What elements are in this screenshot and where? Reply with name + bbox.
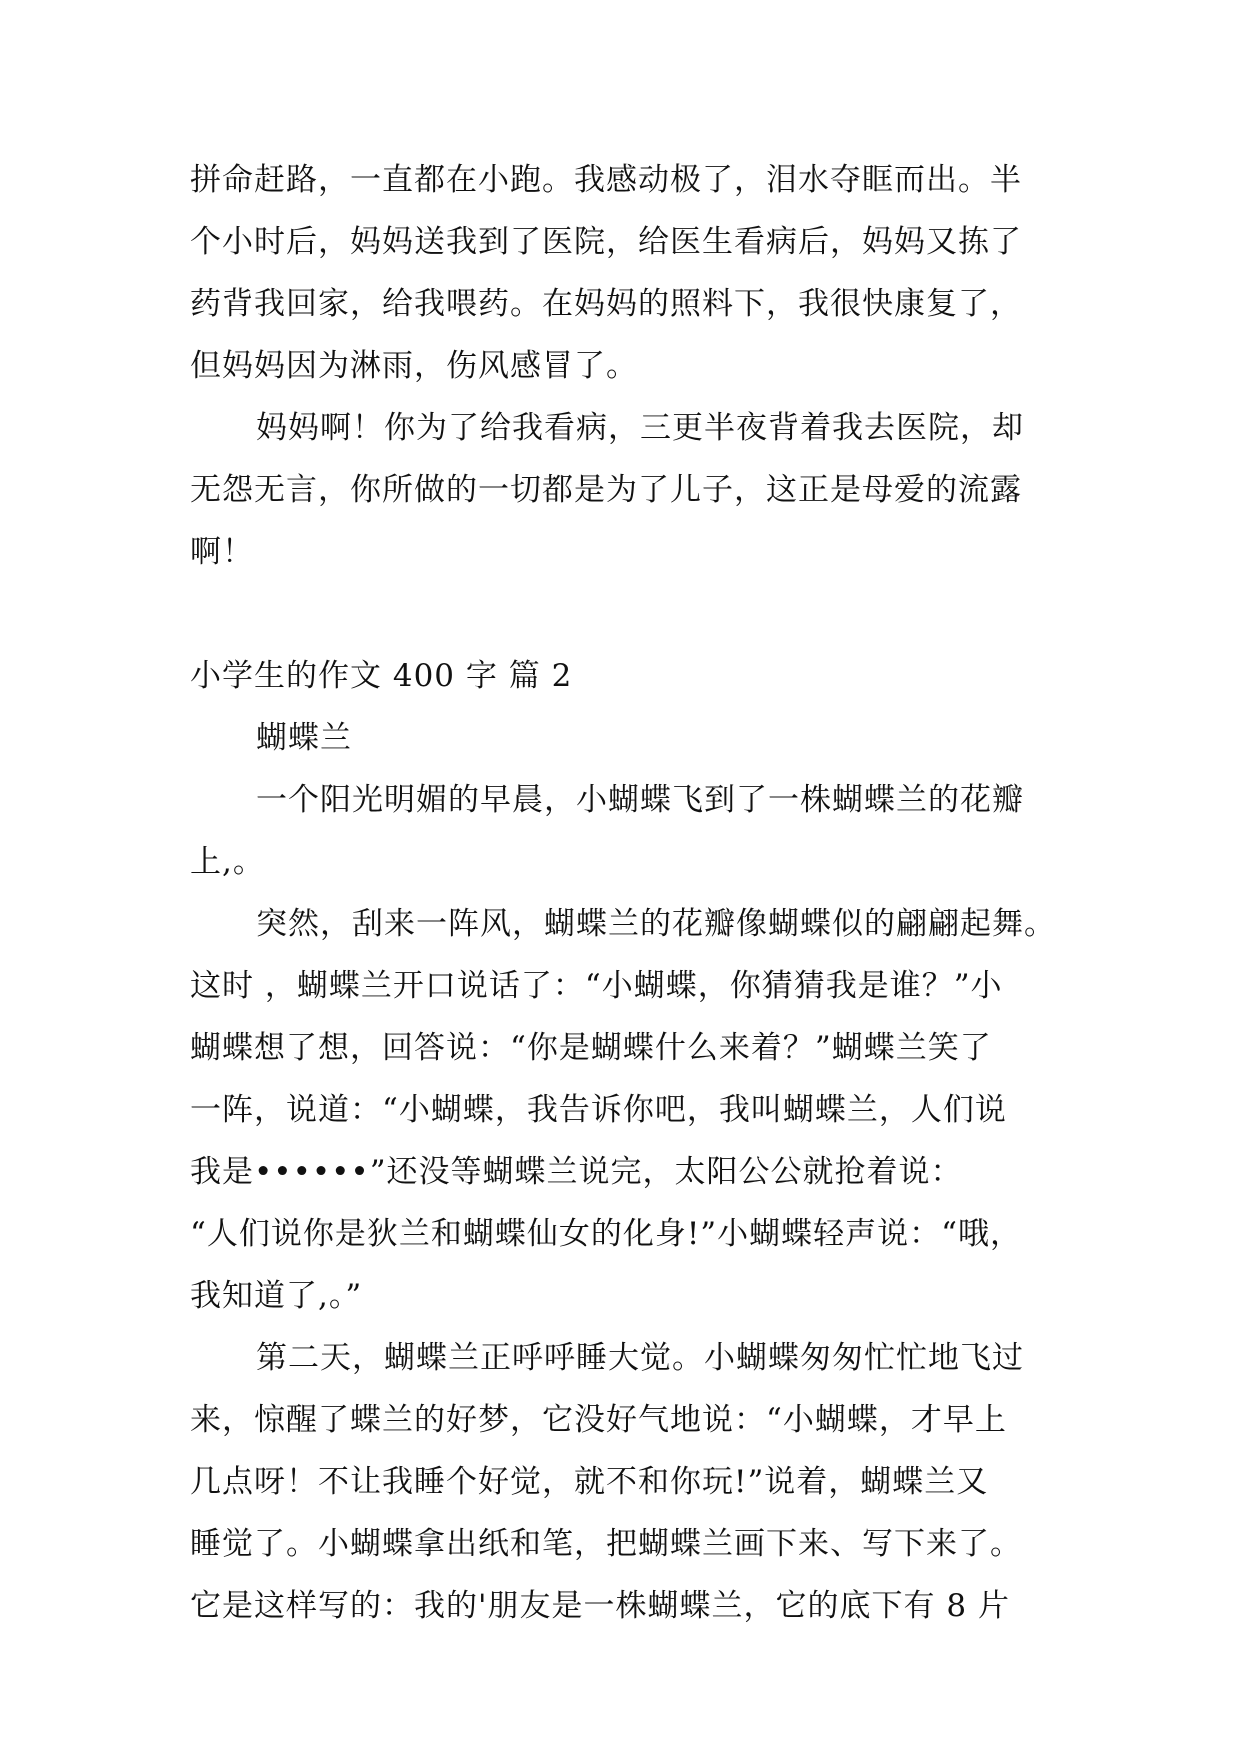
paragraph-line: 一阵，说道：“小蝴蝶，我告诉你吧，我叫蝴蝶兰，人们说 bbox=[190, 1092, 1007, 1128]
paragraph-line: 啊！ bbox=[190, 534, 254, 570]
paragraph-line: 这时 ，蝴蝶兰开口说话了：“小蝴蝶，你猜猜我是谁？”小 bbox=[190, 968, 1003, 1004]
paragraph-line: 突然，刮来一阵风，蝴蝶兰的花瓣像蝴蝶似的翩翩起舞。 bbox=[256, 906, 1056, 942]
paragraph-line: 个小时后，妈妈送我到了医院，给医生看病后，妈妈又拣了 bbox=[190, 224, 1022, 260]
paragraph-line: 我是••••••”还没等蝴蝶兰说完，太阳公公就抢着说： bbox=[190, 1154, 963, 1190]
essay-title: 蝴蝶兰 bbox=[256, 720, 352, 756]
paragraph-line: 妈妈啊！你为了给我看病，三更半夜背着我去医院，却 bbox=[256, 410, 1024, 446]
paragraph-line: 蝴蝶想了想，回答说：“你是蝴蝶什么来着？”蝴蝶兰笑了 bbox=[190, 1030, 992, 1066]
section-spacer bbox=[190, 594, 1080, 656]
paragraph-line: 它是这样写的：我的'朋友是一株蝴蝶兰，它的底下有 8 片 bbox=[190, 1588, 1010, 1624]
paragraph-line: 睡觉了。小蝴蝶拿出纸和笔，把蝴蝶兰画下来、写下来了。 bbox=[190, 1526, 1022, 1562]
section-heading: 小学生的作文 400 字 篇 2 bbox=[190, 658, 573, 694]
paragraph-line: 上,。 bbox=[190, 844, 265, 880]
paragraph-line: 一个阳光明媚的早晨，小蝴蝶飞到了一株蝴蝶兰的花瓣 bbox=[256, 782, 1024, 818]
document-page bbox=[190, 160, 1080, 1648]
paragraph-line: 但妈妈因为淋雨，伤风感冒了。 bbox=[190, 348, 638, 384]
paragraph-line: “人们说你是狄兰和蝴蝶仙女的化身!”小蝴蝶轻声说：“哦， bbox=[190, 1216, 1022, 1252]
paragraph-line: 无怨无言，你所做的一切都是为了儿子，这正是母爱的流露 bbox=[190, 472, 1022, 508]
paragraph-line: 拼命赶路，一直都在小跑。我感动极了，泪水夺眶而出。半 bbox=[190, 162, 1022, 198]
paragraph-line: 第二天，蝴蝶兰正呼呼睡大觉。小蝴蝶匆匆忙忙地飞过 bbox=[256, 1340, 1024, 1376]
paragraph-line: 来，惊醒了蝶兰的好梦，它没好气地说：“小蝴蝶，才早上 bbox=[190, 1402, 1007, 1438]
paragraph-line: 我知道了,。” bbox=[190, 1278, 363, 1314]
paragraph-line: 几点呀！不让我睡个好觉，就不和你玩!”说着，蝴蝶兰又 bbox=[190, 1464, 989, 1500]
paragraph-line: 药背我回家，给我喂药。在妈妈的照料下，我很快康复了， bbox=[190, 286, 1022, 322]
